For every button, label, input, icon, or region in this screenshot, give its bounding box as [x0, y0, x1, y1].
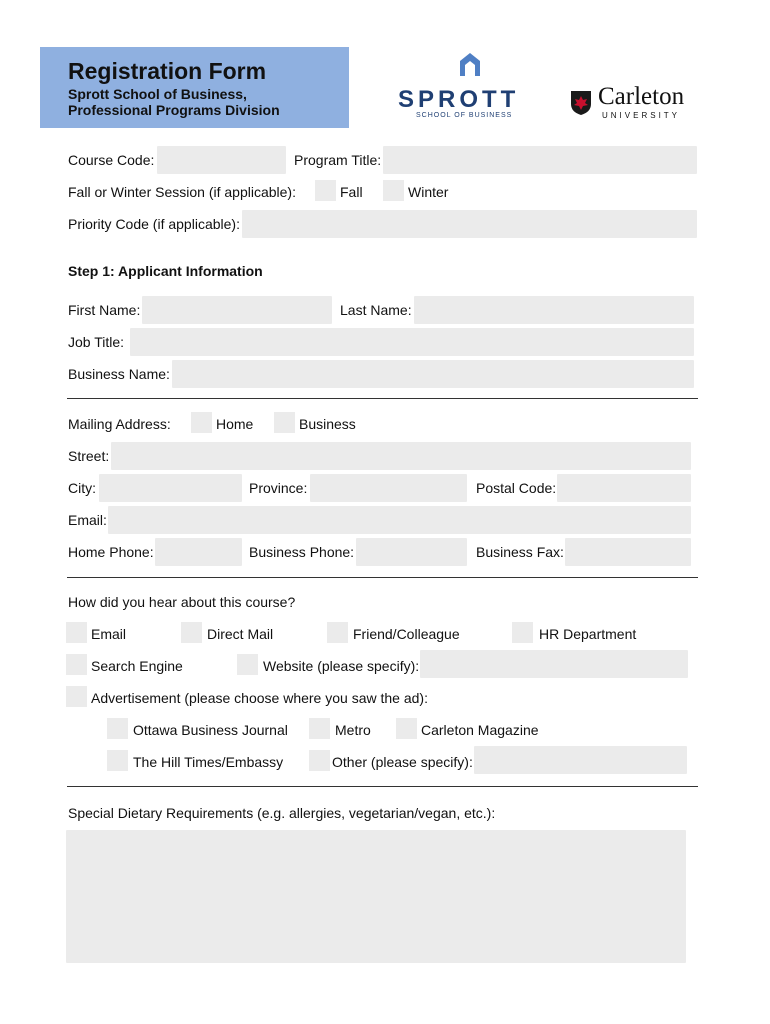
- city-input[interactable]: [99, 474, 242, 502]
- page-title: Registration Form: [68, 58, 267, 84]
- province-label: Province:: [249, 480, 308, 496]
- ottawa-business-journal-label: Ottawa Business Journal: [133, 722, 288, 738]
- email-source-checkbox[interactable]: [66, 622, 87, 643]
- other-checkbox[interactable]: [309, 750, 330, 771]
- business-fax-input[interactable]: [565, 538, 691, 566]
- hear-question: How did you hear about this course?: [68, 594, 296, 610]
- hr-department-checkbox[interactable]: [512, 622, 533, 643]
- carleton-magazine-checkbox[interactable]: [396, 718, 417, 739]
- friend-colleague-checkbox[interactable]: [327, 622, 348, 643]
- first-name-input[interactable]: [142, 296, 332, 324]
- advertisement-label: Advertisement (please choose where you saw the ad):: [91, 690, 428, 706]
- step1-heading: Step 1: Applicant Information: [68, 263, 263, 279]
- divider: [67, 398, 698, 399]
- business-address-checkbox[interactable]: [274, 412, 295, 433]
- metro-label: Metro: [335, 722, 371, 738]
- province-input[interactable]: [310, 474, 467, 502]
- email-input[interactable]: [108, 506, 691, 534]
- postal-code-input[interactable]: [557, 474, 691, 502]
- course-code-input[interactable]: [157, 146, 286, 174]
- session-label: Fall or Winter Session (if applicable):: [68, 184, 296, 200]
- ottawa-business-journal-checkbox[interactable]: [107, 718, 128, 739]
- home-address-checkbox[interactable]: [191, 412, 212, 433]
- home-phone-label: Home Phone:: [68, 544, 154, 560]
- search-engine-label: Search Engine: [91, 658, 183, 674]
- divider: [67, 577, 698, 578]
- hill-times-checkbox[interactable]: [107, 750, 128, 771]
- last-name-label: Last Name:: [340, 302, 412, 318]
- mailing-address-label: Mailing Address:: [68, 416, 171, 432]
- sprott-logo-subtext: SCHOOL OF BUSINESS: [416, 112, 513, 119]
- website-checkbox[interactable]: [237, 654, 258, 675]
- city-label: City:: [68, 480, 96, 496]
- street-label: Street:: [68, 448, 110, 464]
- friend-colleague-label: Friend/Colleague: [353, 626, 460, 642]
- advertisement-checkbox[interactable]: [66, 686, 87, 707]
- business-name-label: Business Name:: [68, 366, 170, 382]
- postal-code-label: Postal Code:: [476, 480, 557, 496]
- business-fax-label: Business Fax:: [476, 544, 564, 560]
- priority-code-label: Priority Code (if applicable):: [68, 216, 240, 232]
- dietary-label: Special Dietary Requirements (e.g. allergies, vegetarian/vegan, etc.):: [68, 805, 496, 821]
- direct-mail-checkbox[interactable]: [181, 622, 202, 643]
- fall-label: Fall: [340, 184, 363, 200]
- first-name-label: First Name:: [68, 302, 141, 318]
- business-phone-input[interactable]: [356, 538, 467, 566]
- street-input[interactable]: [111, 442, 691, 470]
- website-label: Website (please specify):: [263, 658, 420, 674]
- course-code-label: Course Code:: [68, 152, 155, 168]
- job-title-input[interactable]: [130, 328, 694, 356]
- winter-checkbox[interactable]: [383, 180, 404, 201]
- business-name-input[interactable]: [172, 360, 694, 388]
- winter-label: Winter: [408, 184, 449, 200]
- business-phone-label: Business Phone:: [249, 544, 355, 560]
- priority-code-input[interactable]: [242, 210, 697, 238]
- home-phone-input[interactable]: [155, 538, 242, 566]
- other-label: Other (please specify):: [332, 754, 473, 770]
- divider: [67, 786, 698, 787]
- logos-area: [398, 38, 690, 128]
- sprott-logo-icon: [458, 52, 482, 76]
- home-address-label: Home: [216, 416, 254, 432]
- subtitle-line-2: Professional Programs Division: [68, 102, 280, 118]
- carleton-logo-subtext: UNIVERSITY: [602, 111, 681, 120]
- metro-checkbox[interactable]: [309, 718, 330, 739]
- hr-department-label: HR Department: [539, 626, 637, 642]
- email-label: Email:: [68, 512, 107, 528]
- website-specify-input[interactable]: [420, 650, 688, 678]
- hill-times-label: The Hill Times/Embassy: [133, 754, 284, 770]
- email-source-label: Email: [91, 626, 127, 642]
- carleton-logo-text: Carleton: [598, 83, 685, 110]
- search-engine-checkbox[interactable]: [66, 654, 87, 675]
- subtitle-line-1: Sprott School of Business,: [68, 86, 247, 102]
- carleton-shield-icon: [570, 90, 592, 116]
- fall-checkbox[interactable]: [315, 180, 336, 201]
- job-title-label: Job Title:: [68, 334, 125, 350]
- direct-mail-label: Direct Mail: [207, 626, 274, 642]
- other-specify-input[interactable]: [474, 746, 687, 774]
- business-address-label: Business: [299, 416, 356, 432]
- program-title-label: Program Title:: [294, 152, 382, 168]
- carleton-magazine-label: Carleton Magazine: [421, 722, 539, 738]
- sprott-logo-text: SPROTT: [398, 86, 520, 113]
- dietary-textarea[interactable]: [66, 830, 686, 963]
- last-name-input[interactable]: [414, 296, 694, 324]
- program-title-input[interactable]: [383, 146, 697, 174]
